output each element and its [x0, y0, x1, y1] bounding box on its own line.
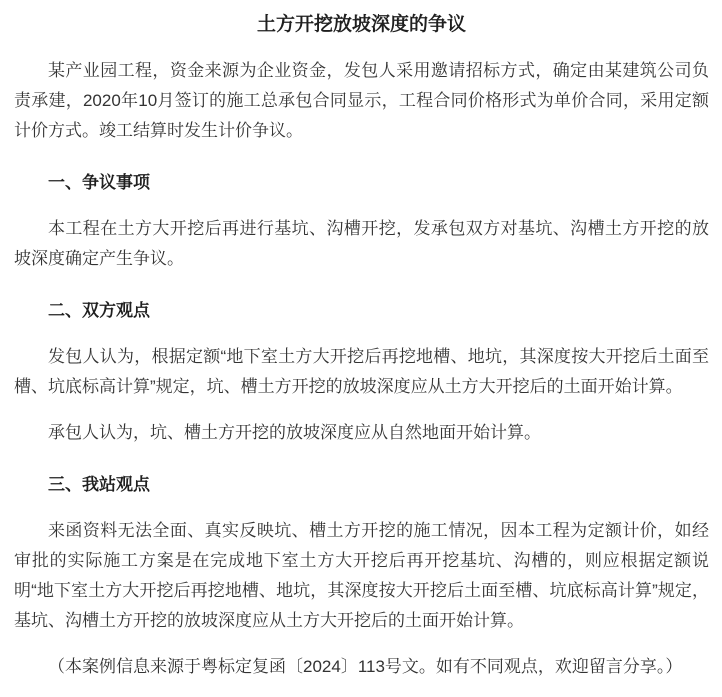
body-paragraph: 本工程在土方大开挖后再进行基坑、沟槽开挖，发承包双方对基坑、沟槽土方开挖的放坡深度确定产生争议。 [14, 219, 709, 268]
body-paragraph: 来函资料无法全面、真实反映坑、槽土方开挖的施工情况，因本工程为定额计价，如经审批的实际施工方案是在完成地下室土方大开挖后再开挖基坑、沟槽的，则应根据定额说明“地下室土方大开挖后再挖地槽、地坑，其深度按大开挖后土面至槽、坑底标高计算”规定，基坑、沟槽土方开挖的放坡深度应从土方大开挖后的土面开始计算。 [14, 521, 709, 630]
section-heading: 一、争议事项 [48, 173, 150, 192]
body-paragraph: （本案例信息来源于粤标定复函〔2024〕113号文。如有不同观点，欢迎留言分享。） [48, 657, 683, 676]
section-heading: 三、我站观点 [48, 475, 150, 494]
document-body [14, 56, 709, 682]
body-paragraph: 发包人认为，根据定额“地下室土方大开挖后再挖地槽、地坑，其深度按大开挖后土面至槽、坑底标高计算”规定，坑、槽土方开挖的放坡深度应从土方大开挖后的土面开始计算。 [14, 347, 709, 396]
section-heading: 二、双方观点 [48, 301, 150, 320]
page-title: 土方开挖放坡深度的争议 [256, 14, 466, 35]
body-paragraph: 承包人认为，坑、槽土方开挖的放坡深度应从自然地面开始计算。 [48, 423, 541, 442]
body-paragraph: 某产业园工程，资金来源为企业资金，发包人采用邀请招标方式，确定由某建筑公司负责承建，2020年10月签订的施工总承包合同显示，工程合同价格形式为单价合同，采用定额计价方式。竣工结算时发生计价争议。 [14, 61, 709, 140]
